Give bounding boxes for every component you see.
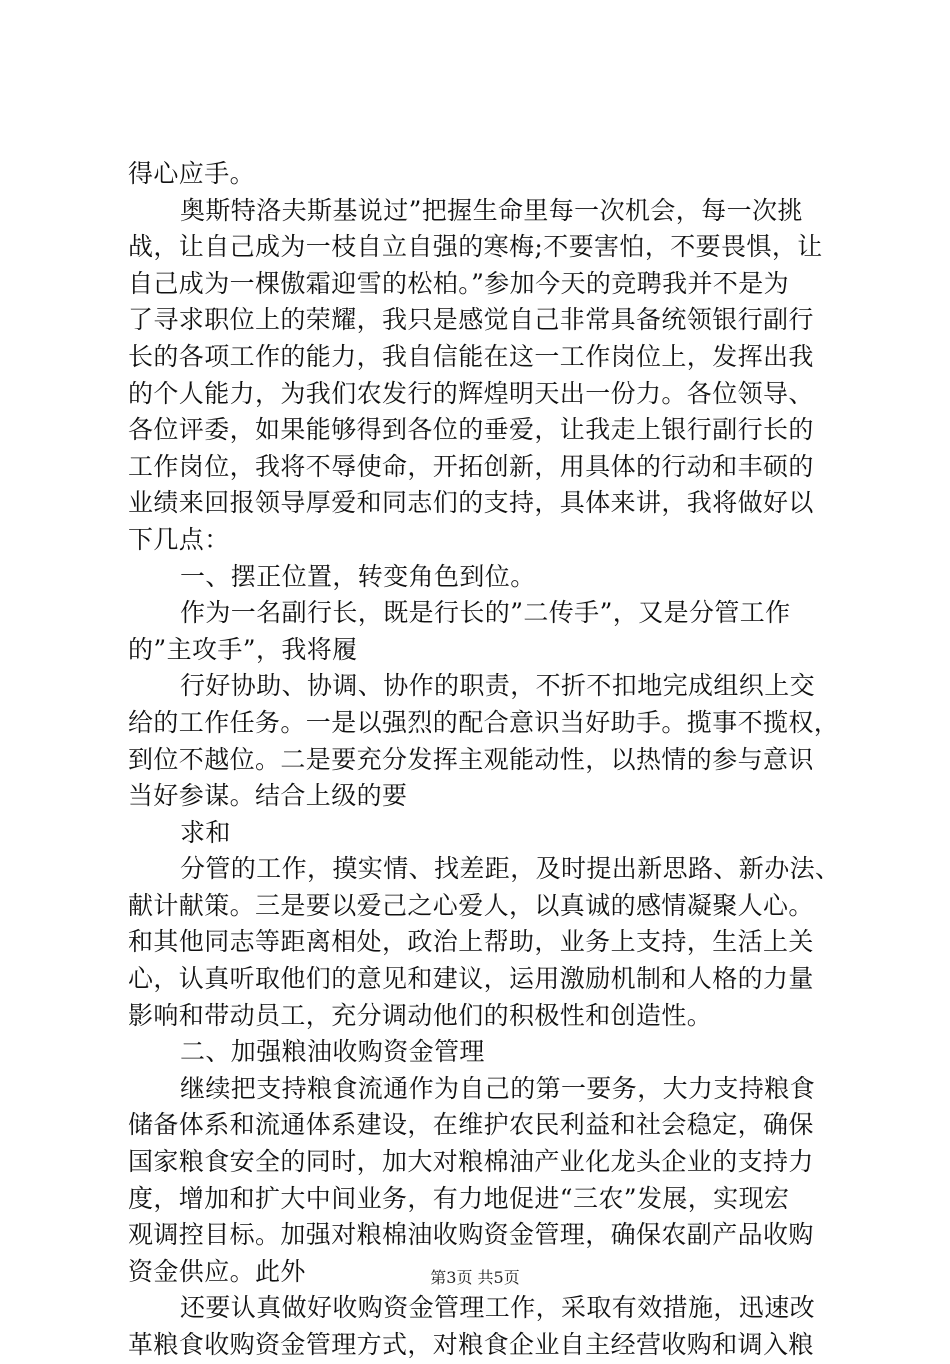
text-line: 到位不越位。二是要充分发挥主观能动性，以热情的参与意识 bbox=[128, 744, 814, 774]
text-line: 的”主攻手”，我将履 bbox=[128, 634, 358, 664]
page-footer: 第3页 共5页 bbox=[430, 1268, 520, 1287]
text-line: 的个人能力，为我们农发行的辉煌明天出一份力。各位领导、 bbox=[128, 378, 814, 408]
text-line: 行好协助、协调、协作的职责，不折不扣地完成组织上交 bbox=[180, 671, 816, 701]
text-line: 继续把支持粮食流通作为自己的第一要务，大力支持粮食 bbox=[180, 1073, 816, 1103]
text-line: 和其他同志等距离相处，政治上帮助，业务上支持，生活上关 bbox=[128, 927, 814, 957]
text-line: 求和 bbox=[180, 817, 231, 847]
text-line: 了寻求职位上的荣耀，我只是感觉自己非常具备统领银行副行 bbox=[128, 305, 814, 335]
text-line: 二、加强粮油收购资金管理 bbox=[180, 1037, 485, 1067]
text-line: 还要认真做好收购资金管理工作，采取有效措施，迅速改 bbox=[180, 1293, 816, 1323]
text-line: 作为一名副行长，既是行长的”二传手”，又是分管工作 bbox=[180, 598, 791, 628]
text-line: 工作岗位，我将不辱使命，开拓创新，用具体的行动和丰硕的 bbox=[128, 451, 814, 481]
document-body bbox=[128, 156, 841, 1364]
text-line: 下几点： bbox=[128, 524, 230, 554]
text-line: 度，增加和扩大中间业务，有力地促进“三农”发展，实现宏 bbox=[128, 1183, 790, 1213]
text-line: 资金供应。此外 bbox=[128, 1256, 306, 1286]
text-line: 心，认真听取他们的意见和建议，运用激励机制和人格的力量 bbox=[128, 964, 814, 994]
text-line: 各位评委，如果能够得到各位的垂爱，让我走上银行副行长的 bbox=[128, 415, 814, 445]
text-line: 影响和带动员工，充分调动他们的积极性和创造性。 bbox=[128, 1000, 713, 1030]
text-line: 业绩来回报领导厚爱和同志们的支持，具体来讲，我将做好以 bbox=[128, 488, 814, 518]
text-line: 得心应手。 bbox=[128, 159, 256, 188]
text-line: 储备体系和流通体系建设，在维护农民利益和社会稳定，确保 bbox=[128, 1110, 814, 1140]
text-line: 革粮食收购资金管理方式，对粮食企业自主经营收购和调入粮 bbox=[128, 1330, 814, 1359]
text-line: 一、摆正位置，转变角色到位。 bbox=[180, 561, 536, 591]
text-line: 自己成为一棵傲霜迎雪的松柏。”参加今天的竞聘我并不是为 bbox=[128, 268, 790, 298]
text-line: 奥斯特洛夫斯基说过”把握生命里每一次机会，每一次挑 bbox=[180, 195, 803, 225]
text-line: 分管的工作，摸实情、找差距，及时提出新思路、新办法、 bbox=[180, 854, 841, 884]
text-line: 战，让自己成为一枝自立自强的寒梅;不要害怕，不要畏惧，让 bbox=[128, 232, 823, 262]
text-line: 当好参谋。结合上级的要 bbox=[128, 781, 408, 811]
text-line: 国家粮食安全的同时，加大对粮棉油产业化龙头企业的支持力 bbox=[128, 1147, 814, 1177]
text-line: 献计献策。三是要以爱己之心爱人，以真诚的感情凝聚人心。 bbox=[128, 890, 814, 920]
text-line: 观调控目标。加强对粮棉油收购资金管理，确保农副产品收购 bbox=[128, 1220, 814, 1250]
text-line: 长的各项工作的能力，我自信能在这一工作岗位上，发挥出我 bbox=[128, 341, 814, 371]
text-line: 给的工作任务。一是以强烈的配合意识当好助手。揽事不揽权， bbox=[128, 707, 840, 737]
